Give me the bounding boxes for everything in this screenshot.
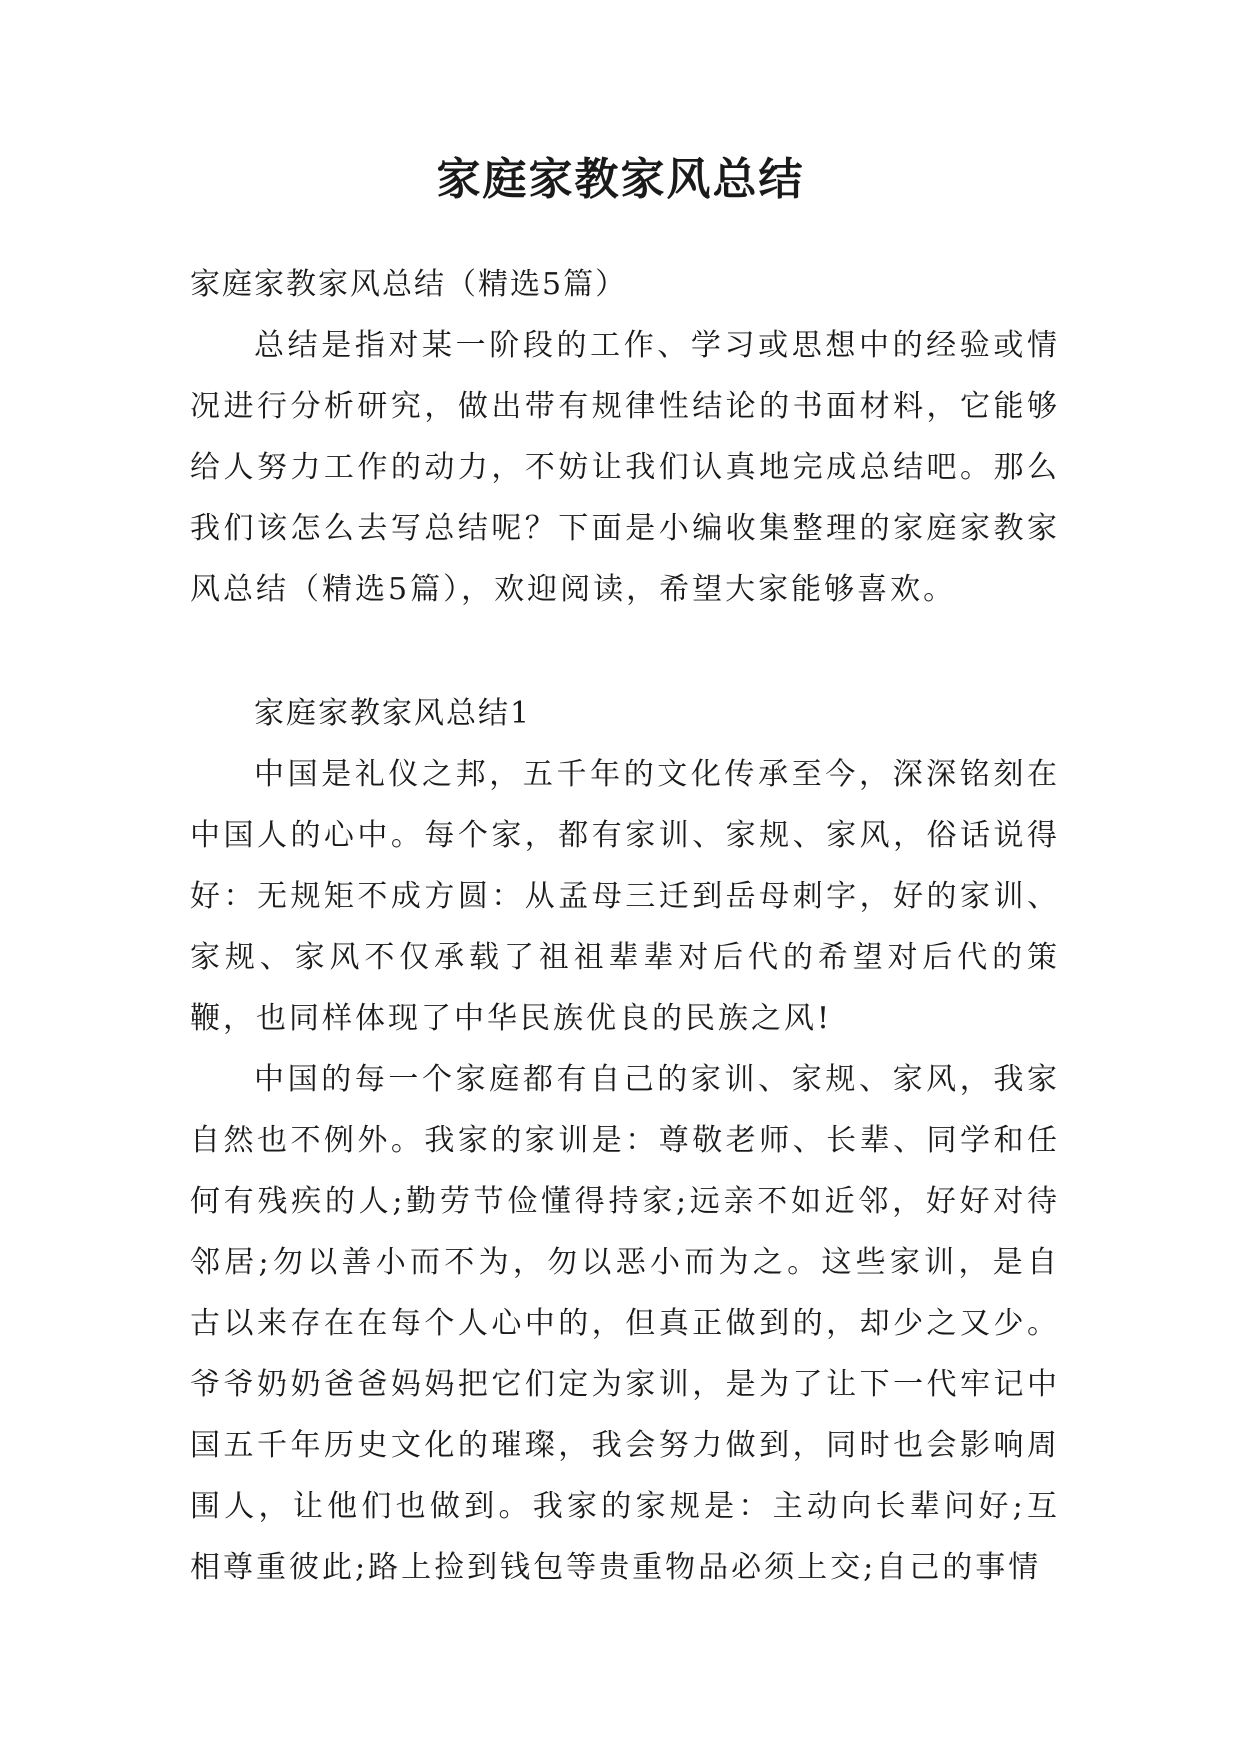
- body-paragraph-2: 中国的每一个家庭都有自己的家训、家规、家风，我家自然也不例外。我家的家训是：尊敬老师、长辈、同学和任何有残疾的人;勤劳节俭懂得持家;远亲不如近邻，好好对待邻居;勿以善小而不为，勿以恶小而为之。这些家训，是自古以来存在在每个人心中的，但真正做到的，却少之又少。爷爷奶奶爸爸妈妈把它们定为家训，是为了让下一代牢记中国五千年历史文化的璀璨，我会努力做到，同时也会影响周围人，让他们也做到。我家的家规是：主动向长辈问好;互相尊重彼此;路上捡到钱包等贵重物品必须上交;自己的事情: [190, 1062, 1060, 1585]
- body-paragraph-1: 中国是礼仪之邦，五千年的文化传承至今，深深铭刻在中国人的心中。每个家，都有家训、家规、家风，俗话说得好：无规矩不成方圆：从孟母三迁到岳母刺字，好的家训、家规、家风不仅承载了祖祖辈辈对后代的希望对后代的策鞭，也同样体现了中华民族优良的民族之风!: [190, 757, 1060, 1036]
- section-heading: 家庭家教家风总结1: [254, 696, 532, 731]
- document-title: 家庭家教家风总结: [436, 154, 805, 205]
- document-subtitle: 家庭家教家风总结（精选5篇）: [190, 267, 628, 302]
- intro-paragraph: 总结是指对某一阶段的工作、学习或思想中的经验或情况进行分析研究，做出带有规律性结论的书面材料，它能够给人努力工作的动力，不妨让我们认真地完成总结吧。那么我们该怎么去写总结呢？下面是小编收集整理的家庭家教家风总结（精选5篇），欢迎阅读，希望大家能够喜欢。: [190, 328, 1060, 607]
